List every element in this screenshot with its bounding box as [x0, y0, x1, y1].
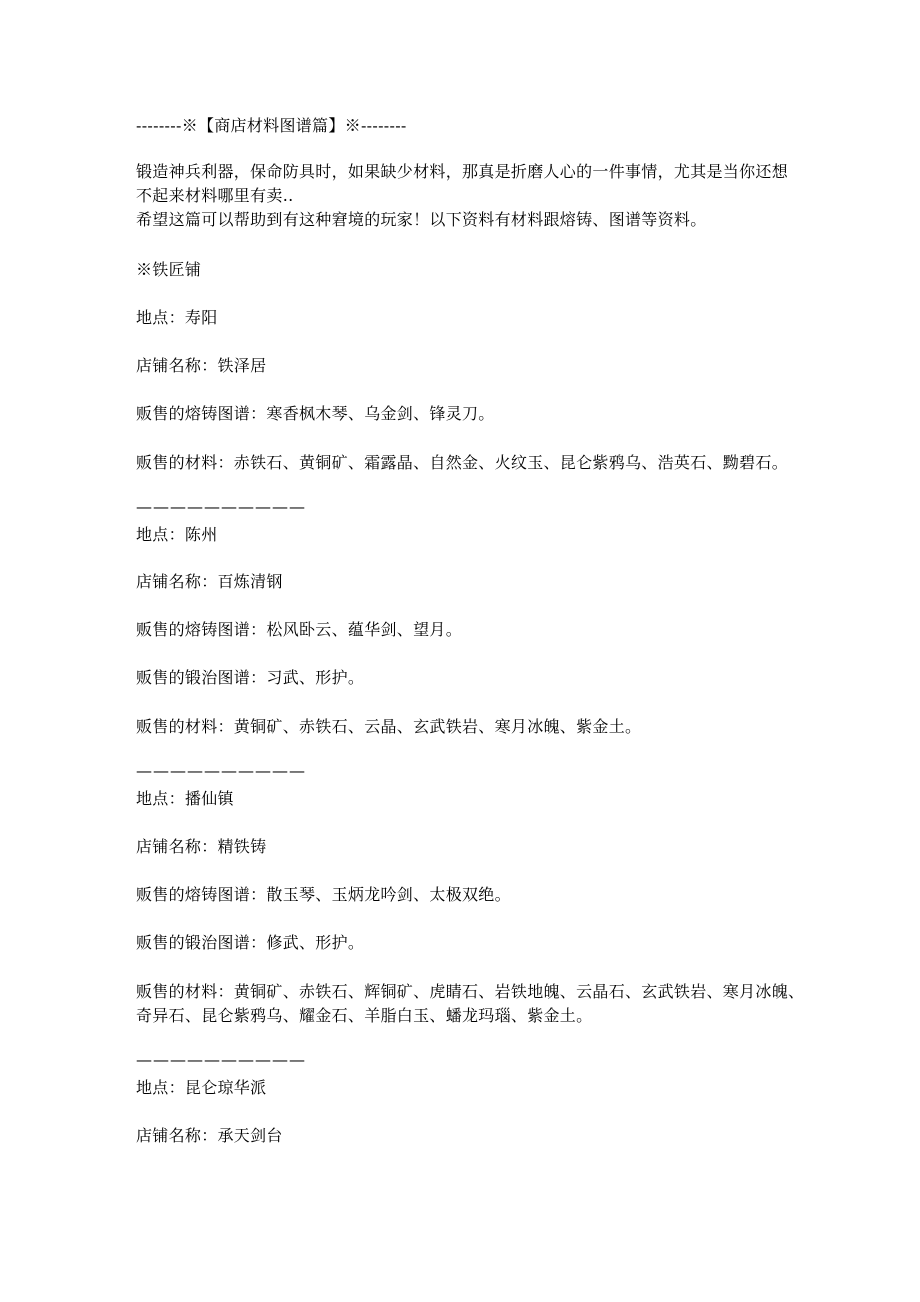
shop-3-materials-line-1: 贩售的材料：黄铜矿、赤铁石、辉铜矿、虎睛石、岩铁地魄、云晶石、玄武铁岩、寒月冰魄、 — [136, 982, 805, 1001]
intro-line-3: 希望这篇可以帮助到有这种窘境的玩家！以下资料有材料跟熔铸、图谱等资料。 — [136, 210, 707, 229]
intro-line-2: 不起来材料哪里有卖.. — [136, 186, 294, 205]
document-title: --------※【商店材料图谱篇】※-------- — [136, 116, 407, 135]
shop-3-casting: 贩售的熔铸图谱：散玉琴、玉炳龙吟剑、太极双绝。 — [136, 885, 511, 904]
shop-2-name: 店铺名称：百炼清钢 — [136, 572, 283, 591]
shop-1-name: 店铺名称：铁泽居 — [136, 356, 267, 375]
shop-2-casting: 贩售的熔铸图谱：松风卧云、蕴华剑、望月。 — [136, 620, 463, 639]
shop-3-forging: 贩售的锻治图谱：修武、形护。 — [136, 933, 365, 952]
separator-1: —————————— — [136, 497, 306, 516]
section-heading: ※铁匠铺 — [136, 260, 202, 279]
separator-2: —————————— — [136, 761, 306, 780]
intro-line-1: 锻造神兵利器，保命防具时，如果缺少材料，那真是折磨人心的一件事情，尤其是当你还想 — [136, 162, 789, 181]
shop-4-name: 店铺名称：承天剑台 — [136, 1126, 283, 1145]
separator-3: —————————— — [136, 1050, 306, 1069]
shop-4-location: 地点：昆仑琼华派 — [136, 1078, 267, 1097]
shop-1-location: 地点：寿阳 — [136, 308, 218, 327]
shop-1-casting: 贩售的熔铸图谱：寒香枫木琴、乌金剑、锋灵刀。 — [136, 404, 495, 423]
shop-3-location: 地点：播仙镇 — [136, 789, 234, 808]
shop-3-materials-line-2: 奇异石、昆仑紫鸦乌、耀金石、羊脂白玉、蟠龙玛瑙、紫金土。 — [136, 1006, 593, 1025]
shop-2-location: 地点：陈州 — [136, 525, 218, 544]
shop-1-materials: 贩售的材料：赤铁石、黄铜矿、霜露晶、自然金、火纹玉、昆仑紫鸦乌、浩英石、黝碧石。 — [136, 453, 789, 472]
shop-2-forging: 贩售的锻治图谱：习武、形护。 — [136, 668, 365, 687]
shop-3-name: 店铺名称：精铁铸 — [136, 837, 267, 856]
shop-2-materials: 贩售的材料：黄铜矿、赤铁石、云晶、玄武铁岩、寒月冰魄、紫金土。 — [136, 717, 642, 736]
